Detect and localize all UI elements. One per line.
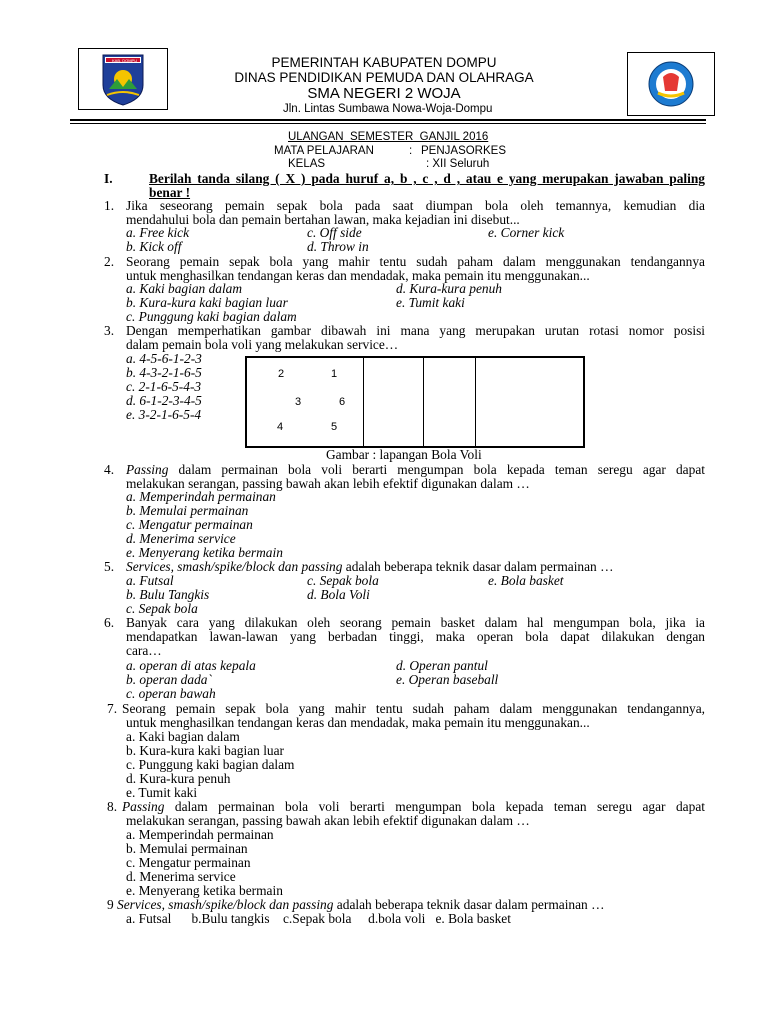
court-position-4: 4 xyxy=(277,421,284,433)
q1-text-line1: Jika seseorang pemain sepak bola pada saat diumpan bola oleh temannya, kemudian dia xyxy=(126,198,705,213)
q1-option-d: d. Throw in xyxy=(307,239,369,254)
q7-option-e: e. Tumit kaki xyxy=(126,785,198,800)
q4-option-e: e. Menyerang ketika bermain xyxy=(126,545,283,560)
q8-text-line2: melakukan serangan, passing bawah akan lebih efektif digunakan dalam … xyxy=(126,813,530,828)
q5-option-a: a. Futsal xyxy=(126,573,174,588)
q5-option-d: d. Bola Voli xyxy=(307,587,370,602)
subject-label: MATA PELAJARAN xyxy=(274,145,374,157)
q5-text-line1-rest: adalah beberapa teknik dasar dalam permainan … xyxy=(342,559,614,574)
q2-option-c: c. Punggung kaki bagian dalam xyxy=(126,309,297,324)
q6-text-line2: mendapatkan lawan-lawan yang berbadan tinggi, maka operan bola dapat dilakukan dengan xyxy=(126,629,705,644)
q2-number: 2. xyxy=(104,254,115,269)
q8-passing-term: Passing xyxy=(122,799,165,814)
court-caption: Gambar : lapangan Bola Voli xyxy=(326,447,482,462)
q8-number: 8. xyxy=(107,799,118,814)
q2-option-e: e. Tumit kaki xyxy=(396,295,465,310)
header-government: PEMERINTAH KABUPATEN DOMPU xyxy=(271,55,497,70)
q7-option-b: b. Kura-kura kaki bagian luar xyxy=(126,743,285,758)
q6-option-d: d. Operan pantul xyxy=(396,658,488,673)
court-position-2: 2 xyxy=(278,368,285,380)
q7-text-line1: Seorang pemain sepak bola yang mahir tentu sudah paham dalam menggunakan tendangannya, xyxy=(122,701,705,716)
q8-option-e: e. Menyerang ketika bermain xyxy=(126,883,283,898)
q3-option-d: d. 6-1-2-3-4-5 xyxy=(126,393,202,408)
q6-number: 6. xyxy=(104,615,115,630)
q4-passing-term: Passing xyxy=(126,462,169,477)
section-instruction-line2: benar ! xyxy=(149,185,191,200)
volleyball-court-diagram xyxy=(245,356,585,448)
q8-text-line1-rest: dalam permainan bola voli berarti mengumpan bola kepada teman seregu agar dapat xyxy=(164,799,705,814)
q9-techniques-term: Services, smash/spike/block dan passing xyxy=(117,897,334,912)
q6-text-line1: Banyak cara yang dilakukan oleh seorang pemain basket dalam hal mengumpan bola, jika ia xyxy=(126,615,705,630)
court-center-line xyxy=(423,358,424,446)
q5-option-c-repeat: c. Sepak bola xyxy=(126,601,198,616)
section-roman-numeral: I. xyxy=(104,171,113,186)
q1-option-e: e. Corner kick xyxy=(488,225,565,240)
q2-option-a: a. Kaki bagian dalam xyxy=(126,281,243,296)
q4-option-c: c. Mengatur permainan xyxy=(126,517,253,532)
header-department: DINAS PENDIDIKAN PEMUDA DAN OLAHRAGA xyxy=(234,70,534,85)
q2-option-d: d. Kura-kura penuh xyxy=(396,281,503,296)
q3-text-line2: dalam pemain bola voli yang melakukan service… xyxy=(126,337,399,352)
q7-option-d: d. Kura-kura penuh xyxy=(126,771,231,786)
exam-title: ULANGAN SEMESTER GANJIL 2016 xyxy=(288,131,489,143)
q7-option-c: c. Punggung kaki bagian dalam xyxy=(126,757,295,772)
class-value: : XII Seluruh xyxy=(426,158,490,170)
q7-number: 7. xyxy=(107,701,118,716)
q2-text-line1: Seorang pemain sepak bola yang mahir tentu sudah paham dalam menggunakan tendangannya xyxy=(126,254,705,269)
header-school-name: SMA NEGERI 2 WOJA xyxy=(307,85,461,102)
header-divider-thin xyxy=(70,123,706,124)
q9-number: 9 xyxy=(107,897,114,912)
q6-option-c: c. operan bawah xyxy=(126,686,216,701)
q8-option-c: c. Mengatur permainan xyxy=(126,855,251,870)
q5-option-e: e. Bola basket xyxy=(488,573,564,588)
subject-separator: : xyxy=(409,145,413,157)
court-position-1: 1 xyxy=(331,368,338,380)
class-label: KELAS xyxy=(288,158,326,170)
q3-option-b: b. 4-3-2-1-6-5 xyxy=(126,365,202,380)
q5-option-b: b. Bulu Tangkis xyxy=(126,587,210,602)
q1-option-a: a. Free kick xyxy=(126,225,190,240)
q6-text-line3: cara… xyxy=(126,643,162,658)
q1-text-line2: mendahului bola dan pemain bertahan lawan, maka kejadian ini disebut... xyxy=(126,212,520,227)
q3-number: 3. xyxy=(104,323,115,338)
q1-option-c: c. Off side xyxy=(307,225,362,240)
q5-techniques-term: Services, smash/spike/block dan passing xyxy=(126,559,343,574)
q4-option-b: b. Memulai permainan xyxy=(126,503,249,518)
q5-option-c: c. Sepak bola xyxy=(307,573,379,588)
q2-option-b: b. Kura-kura kaki bagian luar xyxy=(126,295,288,310)
header-divider-thick xyxy=(70,119,706,121)
q8-option-d: d. Menerima service xyxy=(126,869,236,884)
q4-option-a: a. Memperindah permainan xyxy=(126,489,276,504)
q3-option-a: a. 4-5-6-1-2-3 xyxy=(126,351,202,366)
header-address: Jln. Lintas Sumbawa Nowa-Woja-Dompu xyxy=(283,103,493,115)
court-line-left xyxy=(363,358,364,446)
q3-text-line1: Dengan memperhatikan gambar dibawah ini mana yang merupakan urutan rotasi nomor posisi xyxy=(126,323,705,338)
left-logo-text: KAB. DOMPU xyxy=(112,58,138,63)
q6-option-b: b. operan dada` xyxy=(126,672,212,687)
q7-option-a: a. Kaki bagian dalam xyxy=(126,729,240,744)
q3-option-e: e. 3-2-1-6-5-4 xyxy=(126,407,202,422)
q6-option-a: a. operan di atas kepala xyxy=(126,658,256,673)
court-line-right xyxy=(475,358,476,446)
q9-text-line1-rest: adalah beberapa teknik dasar dalam permainan … xyxy=(333,897,605,912)
court-position-3: 3 xyxy=(295,396,302,408)
q4-number: 4. xyxy=(104,462,115,477)
q6-option-e: e. Operan baseball xyxy=(396,672,499,687)
q4-option-d: d. Menerima service xyxy=(126,531,236,546)
court-position-6: 6 xyxy=(339,396,346,408)
q9-options: a. Futsal b.Bulu tangkis c.Sepak bola d.bola voli e. Bola basket xyxy=(126,911,511,926)
q2-text-line2: untuk menghasilkan tendangan keras dan mendadak, maka pemain itu menggunakan... xyxy=(126,268,590,283)
section-instruction-line1: Berilah tanda silang ( X ) pada huruf a, b , c , d , atau e yang merupakan jawaban paling xyxy=(149,171,705,186)
q4-text-line2: melakukan serangan, passing bawah akan lebih efektif digunakan dalam … xyxy=(126,476,530,491)
q8-option-a: a. Memperindah permainan xyxy=(126,827,274,842)
q5-number: 5. xyxy=(104,559,115,574)
q7-text-line2: untuk menghasilkan tendangan keras dan mendadak, maka pemain itu menggunakan... xyxy=(126,715,590,730)
q4-text-line1-rest: dalam permainan bola voli berarti mengumpan bola kepada teman seregu agar dapat xyxy=(168,462,705,477)
q1-option-b: b. Kick off xyxy=(126,239,182,254)
q8-option-b: b. Memulai permainan xyxy=(126,841,248,856)
subject-value: PENJASORKES xyxy=(421,145,506,157)
q3-option-c: c. 2-1-6-5-4-3 xyxy=(126,379,202,394)
court-position-5: 5 xyxy=(331,421,338,433)
q1-number: 1. xyxy=(104,198,115,213)
